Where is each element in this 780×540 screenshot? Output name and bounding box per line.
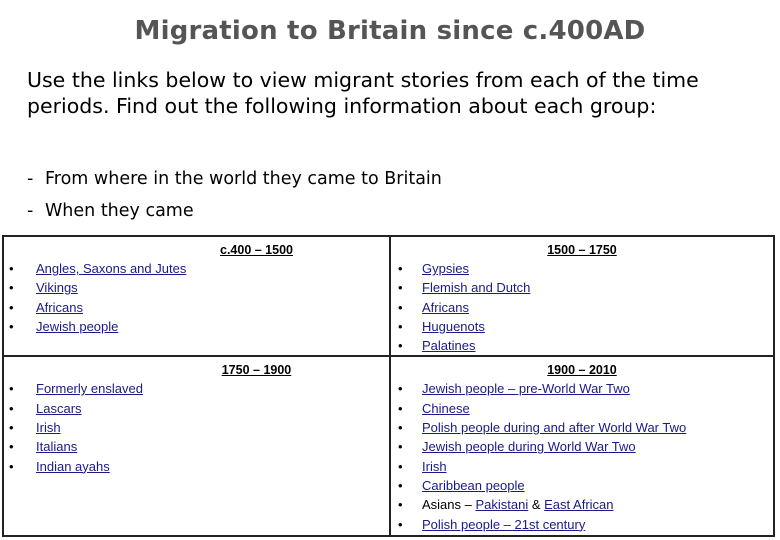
period-cell-1750-1900 — [3, 356, 390, 536]
list-item — [4, 457, 389, 476]
period-cell-1500-1750 — [390, 236, 774, 356]
period-heading: 1900 – 2010 — [547, 363, 617, 378]
migrant-story-link[interactable]: Africans — [36, 299, 83, 315]
list-item — [4, 278, 389, 297]
list-item — [391, 317, 773, 336]
migrant-story-link[interactable]: Jewish people during World War Two — [422, 439, 636, 455]
period-heading: c.400 – 1500 — [220, 243, 293, 257]
list-item — [391, 278, 773, 297]
migrant-story-link[interactable]: Irish — [36, 420, 61, 436]
period-list — [4, 379, 389, 475]
list-item — [391, 457, 773, 476]
period-list — [4, 259, 389, 336]
migrant-story-link[interactable]: Jewish people — [36, 318, 119, 334]
list-item — [391, 476, 773, 495]
list-item — [4, 418, 389, 437]
migrant-story-link[interactable]: Huguenots — [422, 318, 485, 334]
instruction-list — [27, 166, 442, 230]
instruction-text: From where in the world they came to Britain — [45, 169, 442, 189]
migrant-story-link[interactable]: Chinese — [422, 400, 470, 416]
period-cell-1900-2010 — [390, 356, 774, 536]
ampersand: & — [528, 497, 545, 513]
list-item — [4, 437, 389, 456]
migrant-story-link[interactable]: Jewish people – pre-World War Two — [422, 381, 630, 397]
list-item — [4, 259, 389, 278]
migrant-story-link[interactable]: Gypsies — [422, 261, 469, 276]
instruction-text: When they came — [45, 201, 194, 221]
migrant-story-link[interactable]: Africans — [422, 299, 469, 315]
list-item — [4, 298, 389, 317]
page-title: Migration to Britain since c.400AD — [134, 16, 646, 46]
list-item — [4, 379, 389, 398]
migrant-story-link[interactable]: Angles, Saxons and Jutes — [36, 261, 187, 276]
period-list — [391, 379, 773, 533]
migrant-story-link[interactable]: Lascars — [36, 400, 82, 416]
period-list — [391, 259, 773, 355]
list-item — [391, 336, 773, 355]
pakistani-link[interactable]: Pakistani — [475, 497, 529, 513]
list-item — [391, 495, 773, 514]
list-item — [391, 298, 773, 317]
asians-prefix: Asians – — [422, 497, 476, 513]
dash-marker: - — [27, 169, 34, 189]
period-heading: 1500 – 1750 — [547, 243, 617, 257]
migrant-story-link[interactable]: Flemish and Dutch — [422, 280, 531, 296]
migrant-story-link[interactable]: Vikings — [36, 280, 78, 296]
migrant-story-link[interactable]: Italians — [36, 439, 78, 455]
period-cell-c400-1500 — [3, 236, 390, 356]
instruction-item — [27, 198, 442, 230]
list-item — [391, 259, 773, 278]
period-heading: 1750 – 1900 — [221, 363, 292, 378]
list-item — [391, 437, 773, 456]
migrant-story-link[interactable]: Caribbean people — [422, 477, 525, 493]
list-item — [391, 399, 773, 418]
periods-table — [2, 235, 775, 537]
migrant-story-link[interactable]: Polish people during and after World War Two — [422, 420, 687, 436]
list-item — [4, 317, 389, 336]
instruction-item — [27, 166, 442, 198]
migrant-story-link[interactable]: Polish people – 21st century — [422, 516, 586, 532]
list-item — [391, 418, 773, 437]
migrant-story-link[interactable]: Indian ayahs — [36, 458, 110, 474]
intro-text: Use the links below to view migrant stories from each of the time periods. Find out the following information about each group: — [27, 68, 699, 118]
east-african-link[interactable]: East African — [544, 497, 614, 513]
migrant-story-link[interactable]: Irish — [422, 458, 447, 474]
list-item — [391, 515, 773, 534]
list-item — [4, 399, 389, 418]
dash-marker: - — [27, 201, 34, 221]
list-item — [391, 379, 773, 398]
migrant-story-link[interactable]: Formerly enslaved — [36, 381, 143, 397]
migrant-story-link[interactable]: Palatines — [422, 338, 476, 354]
